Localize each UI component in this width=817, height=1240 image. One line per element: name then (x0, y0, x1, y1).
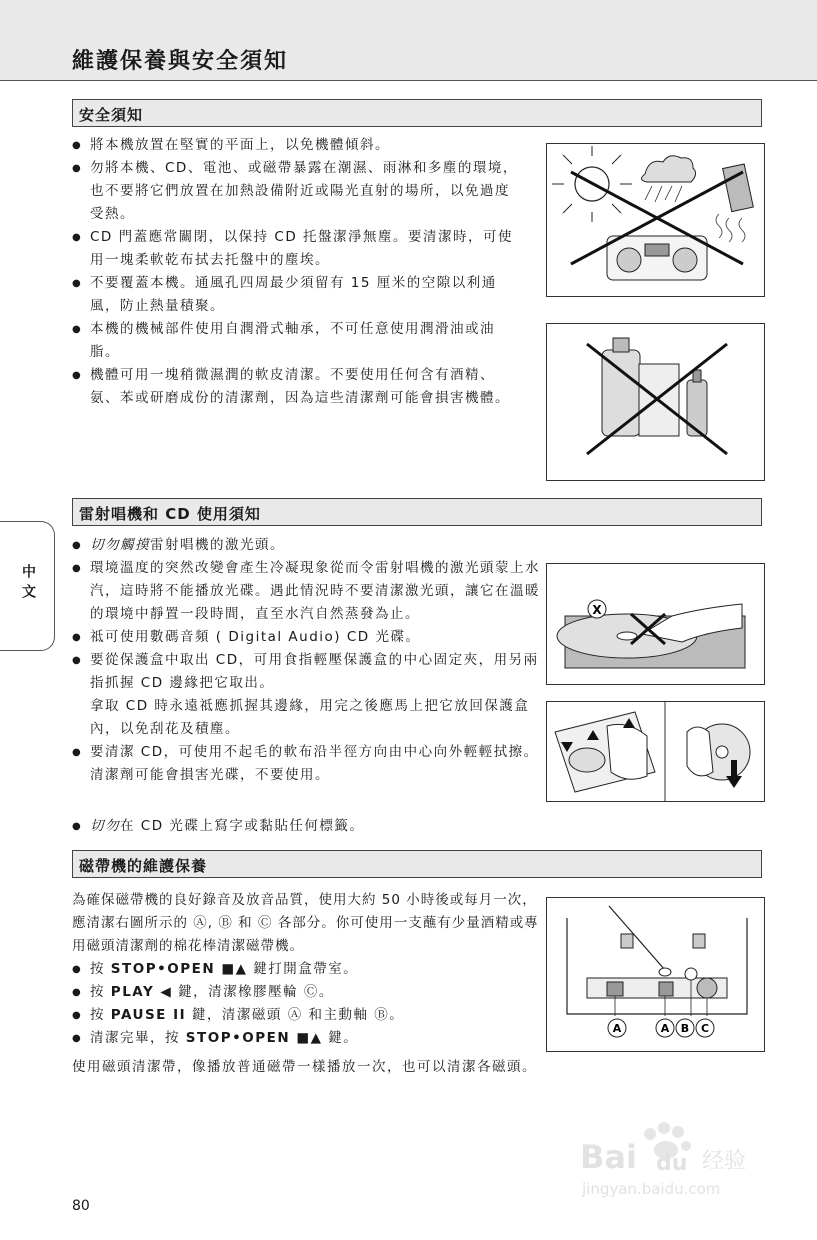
figure-tape-deck (546, 897, 765, 1052)
cd-handling-illustration (547, 702, 764, 801)
svg-text:Bai: Bai (580, 1138, 637, 1176)
list-item: ● 機體可用一塊稍微濕潤的軟皮清潔。不要使用任何含有酒精、氨、苯或研磨成份的清潔劑，因為這些清潔劑可能會損害機體。 (72, 364, 524, 410)
list-item: ● 將本機放置在堅實的平面上，以免機體傾斜。 (72, 134, 524, 157)
list-item-text: 拿取 CD 時永遠祗應抓握其邊緣，用完之後應馬上把它放回保護盒內，以免刮花及積塵。 (90, 698, 530, 737)
small-bottle-icon (687, 380, 707, 436)
list-item-text: 雷射唱機的激光頭。 (150, 537, 285, 553)
list-item: ● 勿將本機、CD、電池、或磁帶暴露在潮濕、雨淋和多塵的環境，也不要將它們放置在加熱設備附近或陽光直射的場所，以免過度受熱。 (72, 157, 524, 226)
key-label: STOP•OPEN ■▲ (110, 961, 248, 977)
deck-frame (567, 918, 747, 1014)
hand-icon (607, 724, 647, 779)
step-text: 按 (90, 961, 111, 977)
step-text: 鍵。 (322, 1030, 359, 1046)
arrow-down-icon (726, 776, 742, 788)
section-heading-label: 磁帶機的維護保養 (79, 857, 208, 875)
head-a2-icon (659, 982, 673, 996)
chemicals-illustration (547, 324, 764, 480)
figure-chemicals-warning (546, 323, 765, 481)
tape-deck-illustration (547, 898, 764, 1051)
page-title: 維護保養與安全須知 (72, 49, 289, 74)
pinch-roller-icon (697, 978, 717, 998)
page-number: 80 (72, 1198, 90, 1214)
label-a: A (660, 1022, 670, 1035)
key-label: PAUSE II (110, 1007, 187, 1023)
head-a-icon (607, 982, 623, 996)
reel-spindle-icon (621, 934, 633, 948)
svg-text:du: du (656, 1151, 688, 1176)
list-item (72, 1004, 542, 1027)
step-text: 清潔完畢，按 (90, 1030, 186, 1046)
tape-intro: 為確保磁帶機的良好錄音及放音品質，使用大約 50 小時後或每月一次，應清潔右圖所示的 Ⓐ, Ⓑ 和 Ⓒ 各部分。你可使用一支蘸有少量酒精或專用磁頭清潔劑的棉花棒清潔磁帶機。 (72, 892, 539, 954)
label-b: B (680, 1022, 690, 1035)
step-text: 按 (90, 984, 111, 1000)
tape-steps (72, 958, 542, 1050)
section-heading-label: 雷射唱機和 CD 使用須知 (79, 505, 261, 523)
list-item-text: 在 CD 光碟上寫字或黏貼任何標籤。 (120, 818, 365, 834)
watermark-url: jingyan.baidu.com (582, 1180, 721, 1198)
baidu-watermark-logo (578, 1120, 778, 1200)
list-item: ● 不要覆蓋本機。通風孔四周最少須留有 15 厘米的空隙以利通風，防止熱量積聚。 (72, 272, 524, 318)
header-bar (0, 0, 817, 81)
heater-icon (723, 164, 754, 212)
capstan-icon (685, 968, 697, 980)
hand-icon (687, 727, 713, 776)
label-a: A (612, 1022, 622, 1035)
key-label: PLAY ◀ (110, 984, 173, 1000)
watermark (578, 1120, 778, 1200)
list-item: ● 要清潔 CD，可使用不起毛的軟布沿半徑方向由中心向外輕輕拭擦。清潔劑可能會損害光碟，不要使用。 (72, 741, 548, 787)
cotton-swab-icon (609, 906, 665, 970)
rain-icon (645, 186, 682, 202)
tape-closing: 使用磁頭清潔帶，像播放普通磁帶一樣播放一次，也可以清潔各磁頭。 (72, 1059, 537, 1075)
step-text: 鍵，清潔橡膠壓輪 Ⓒ。 (172, 984, 334, 1000)
section-heading-cd (72, 498, 762, 526)
step-text: 鍵，清潔磁頭 Ⓐ 和主動軸 Ⓑ。 (186, 1007, 405, 1023)
section-heading-label: 安全須知 (79, 106, 144, 124)
list-item (72, 981, 542, 1004)
language-tab-label: 中文 (20, 564, 36, 604)
label-c: C (700, 1022, 710, 1035)
cd-list-last (72, 815, 542, 838)
heat-waves-icon (716, 214, 745, 242)
svg-text:经验: 经验 (702, 1149, 747, 1174)
emphasis-text: 切勿 (90, 818, 120, 834)
safety-list (72, 134, 524, 410)
language-tab (0, 521, 55, 651)
section-heading-safety (72, 99, 762, 127)
list-item-text: 要從保護盒中取出 CD，可用食指輕壓保護盒的中心固定夾，用另兩指抓握 CD 邊緣把它取出。 (90, 652, 539, 691)
figure-environment-warning (546, 143, 765, 297)
list-item (72, 815, 542, 838)
list-item (72, 1027, 542, 1050)
list-item: ● 環境溫度的突然改變會產生冷凝現象從而令雷射唱機的激光頭蒙上水汽，這時將不能播放光碟。遇此情況時不要清潔激光頭，讓它在溫暖的環境中靜置一段時間，直至水汽自然蒸發為止。 (72, 557, 548, 626)
x-label: X (592, 603, 602, 617)
step-text: 按 (90, 1007, 111, 1023)
list-item (72, 534, 548, 557)
cloud-icon (641, 156, 695, 182)
section-heading-tape (72, 850, 762, 878)
list-item: ● CD 門蓋應常關閉，以保持 CD 托盤潔淨無塵。要清潔時，可使用一塊柔軟乾布拭去托盤中的塵埃。 (72, 226, 524, 272)
key-label: STOP•OPEN ■▲ (185, 1030, 323, 1046)
emphasis-text: 切勿觸摸 (90, 537, 150, 553)
list-item: ● 本機的機械部件使用自潤滑式軸承，不可任意使用潤滑油或油脂。 (72, 318, 524, 364)
figure-cd-handling (546, 701, 765, 802)
list-item: ● 祗可使用數碼音頻 ( Digital Audio) CD 光碟。 (72, 626, 548, 649)
environment-illustration (547, 144, 764, 296)
bottle-icon (602, 350, 640, 436)
list-item (72, 649, 548, 741)
figure-no-touch-lens (546, 563, 765, 685)
list-item (72, 958, 542, 981)
step-text: 鍵打開盒帶室。 (247, 961, 359, 977)
reel-spindle-icon (693, 934, 705, 948)
laser-lens-illustration (547, 564, 764, 684)
cd-list (72, 534, 548, 787)
